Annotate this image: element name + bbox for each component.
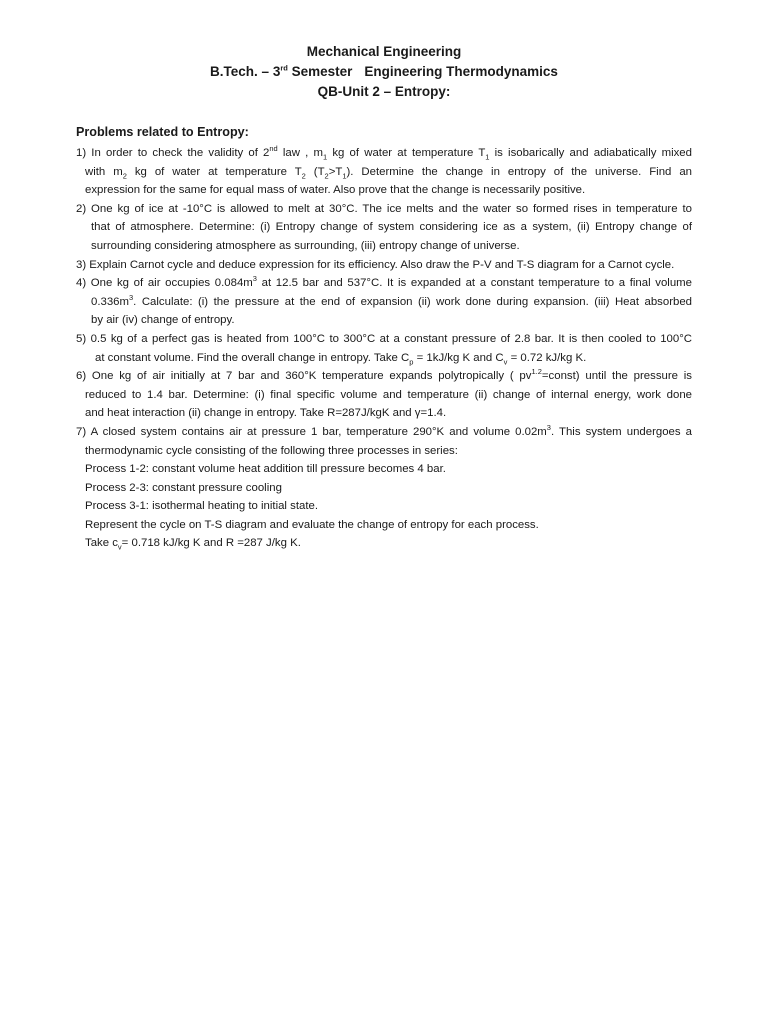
question-line: with $m_2$ kg of water at temperature $T_2$ $(T_2>T_1)$. Determine the change in entropy of the universe. Find an [85,165,692,180]
question-line: 5) 0.5 kg of a perfect gas is heated from 100°C to 300°C at a constant pressure of 2.8 bar. It is then cooled to 100°C [76,332,692,345]
semester-text: Semester [291,64,353,79]
question-line: 7) A closed system contains air at pressure 1 bar, temperature 290°K and volume $0.02m^3$. This system undergoes a [76,423,692,438]
question-line: reduced to 1.4 bar. Determine: (i) final specific volume and temperature (ii) change of internal energy, work done [85,388,692,401]
question-line: Represent the cycle on T-S diagram and evaluate the change of entropy for each process. [85,518,539,531]
question-2 [76,200,692,256]
question-line: 3) Explain Carnot cycle and deduce expression for its efficiency. Also draw the P-V and T-S diagram for a Carnot cycle. [76,258,675,271]
question-4 [76,274,692,330]
question-6 [76,367,692,423]
question-7 [76,423,692,553]
department-text: Mechanical Engineering [306,44,462,59]
question-line: and heat interaction (ii) change in entropy. Take R=287J/kgK and γ=1.4. [85,407,447,420]
question-5 [76,330,692,367]
question-bank [76,122,692,553]
course-prefix: B.Tech. – 3 [210,64,281,79]
question-line: thermodynamic cycle consisting of the following three processes in series: [85,444,458,457]
document-header [0,42,768,102]
question-1 [76,144,692,200]
question-line: at constant volume. Find the overall change in entropy. Take $C_p = 1kJ/kg$ K and $C_v = 0.72$ kJ/kg K. [95,351,587,366]
process-1-2: Process 1-2: constant volume heat addition till pressure becomes 4 bar. [85,463,446,476]
process-2-3: Process 2-3: constant pressure cooling [85,481,282,494]
question-line: expression for the same for equal mass of water. Also prove that the change is necessarily positive. [85,184,586,197]
subject-title: Engineering Thermodynamics [364,64,558,79]
unit-text: QB-Unit 2 – Entropy: [317,84,451,99]
section-title: Problems related to Entropy: [76,125,249,139]
course-superscript: rd [280,63,288,73]
question-line: surrounding considering atmosphere as surrounding, (iii) entropy change of universe. [91,239,520,252]
constants-line: Take $c_v= 0.718$ kJ/kg K and R =287 J/kg K. [85,537,301,552]
question-line: 1) In order to check the validity of 2nd law , $m_1$ kg of water at temperature $T_1$ is isobarically and adiabatically mixed [76,144,692,162]
question-3 [76,256,692,275]
question-line: by air (iv) change of entropy. [91,314,235,327]
question-line: 6) One kg of air initially at 7 bar and 360°K temperature expands polytropically ( $pv^{1.2}=const$) until the pressure is [76,367,693,383]
department-title [0,42,768,62]
course-line [0,62,768,82]
question-line: 2) One kg of ice at -10°C is allowed to melt at 30°C. The ice melts and the water so formed rises in temperature to [76,202,692,215]
question-line: 4) One kg of air occupies $0.084m^3$ at 12.5 bar and 537°C. It is expanded at a constant temperature to a final volume [76,274,692,290]
unit-title [0,82,768,102]
question-line: that of atmosphere. Determine: (i) Entropy change of system considering ice as a system, (ii) Entropy change of [91,221,692,234]
question-line: $0.336m^3$. Calculate: (i) the pressure at the end of expansion (ii) work done during expansion. (iii) Heat absorbed [91,292,692,308]
process-3-1: Process 3-1: isothermal heating to initial state. [85,500,318,513]
